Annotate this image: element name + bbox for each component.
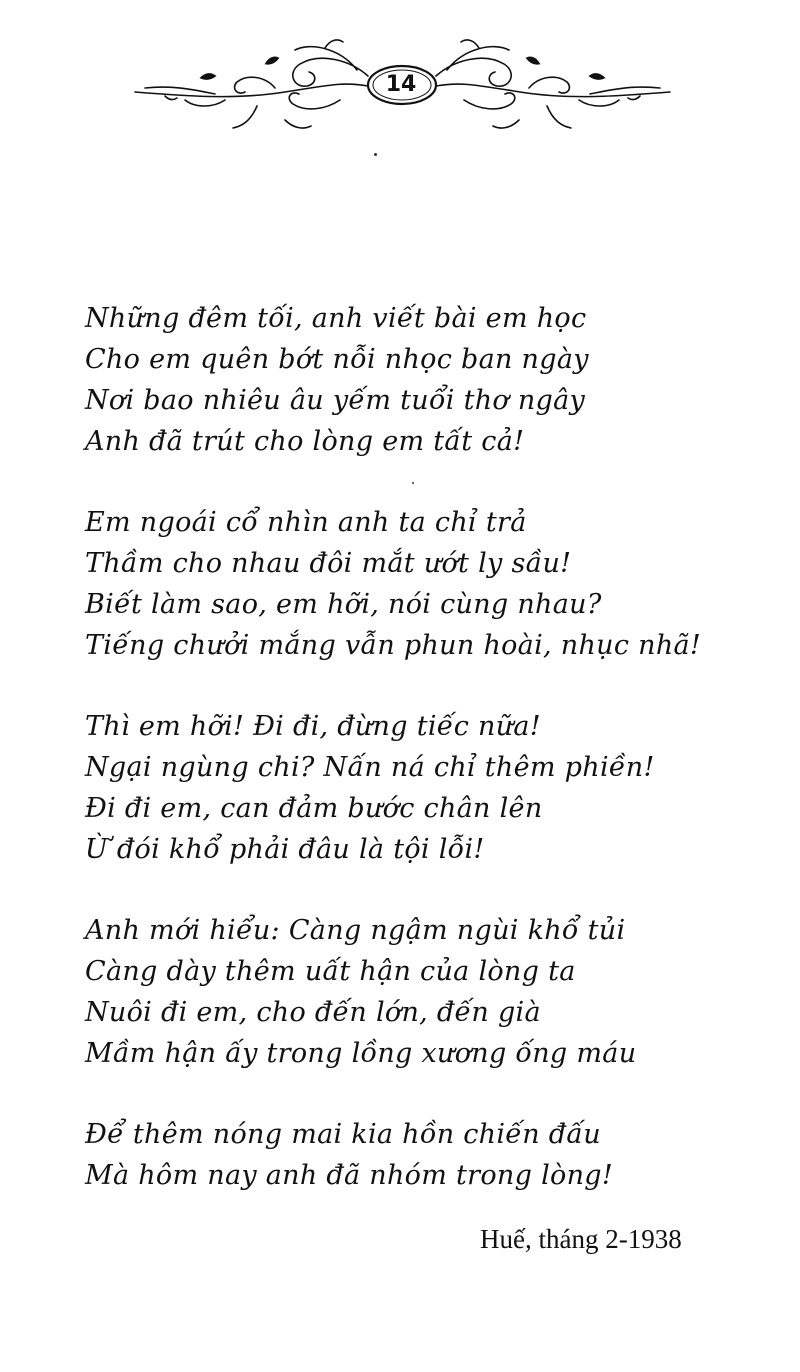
print-speck bbox=[374, 153, 377, 156]
poem-line: Tiếng chưởi mắng vẫn phun hoài, nhục nhã! bbox=[85, 630, 702, 661]
stanza-1 bbox=[85, 298, 745, 462]
poem-line: Ngại ngùng chi? Nấn ná chỉ thêm phiền! bbox=[85, 752, 655, 783]
page-number: 14 bbox=[385, 72, 417, 97]
poem-line: Thì em hỡi! Đi đi, đừng tiếc nữa! bbox=[85, 711, 541, 742]
stanza-3 bbox=[85, 706, 745, 870]
poem-line: Mầm hận ấy trong lồng xương ống máu bbox=[85, 1038, 637, 1069]
poem-line: Em ngoái cổ nhìn anh ta chỉ trả bbox=[85, 507, 527, 538]
place-date-signature: Huế, tháng 2-1938 bbox=[480, 1224, 682, 1254]
poem-line: Thầm cho nhau đôi mắt ướt ly sầu! bbox=[85, 548, 572, 579]
poem-line: Cho em quên bớt nỗi nhọc ban ngày bbox=[85, 344, 589, 375]
poem-line: Để thêm nóng mai kia hồn chiến đấu bbox=[85, 1119, 601, 1150]
poem-line: Anh mới hiểu: Càng ngậm ngùi khổ tủi bbox=[85, 915, 626, 946]
poem-line: Ừ đói khổ phải đâu là tội lỗi! bbox=[85, 834, 485, 865]
poem-line: Nuôi đi em, cho đến lớn, đến già bbox=[85, 997, 541, 1028]
poem-line: Anh đã trút cho lòng em tất cả! bbox=[85, 426, 525, 457]
stanza-5 bbox=[85, 1114, 745, 1196]
poem-line: Biết làm sao, em hỡi, nói cùng nhau? bbox=[85, 589, 602, 620]
poem-line: Càng dày thêm uất hận của lòng ta bbox=[85, 956, 576, 987]
poem-line: Những đêm tối, anh viết bài em học bbox=[85, 303, 587, 334]
stanza-2 bbox=[85, 502, 745, 666]
stanza-4 bbox=[85, 910, 745, 1074]
poem-line: Mà hôm nay anh đã nhóm trong lòng! bbox=[85, 1160, 613, 1191]
poem bbox=[85, 298, 745, 1236]
poem-line: Đi đi em, can đảm bước chân lên bbox=[85, 793, 543, 824]
poem-line: Nơi bao nhiêu âu yếm tuổi thơ ngây bbox=[85, 385, 586, 416]
